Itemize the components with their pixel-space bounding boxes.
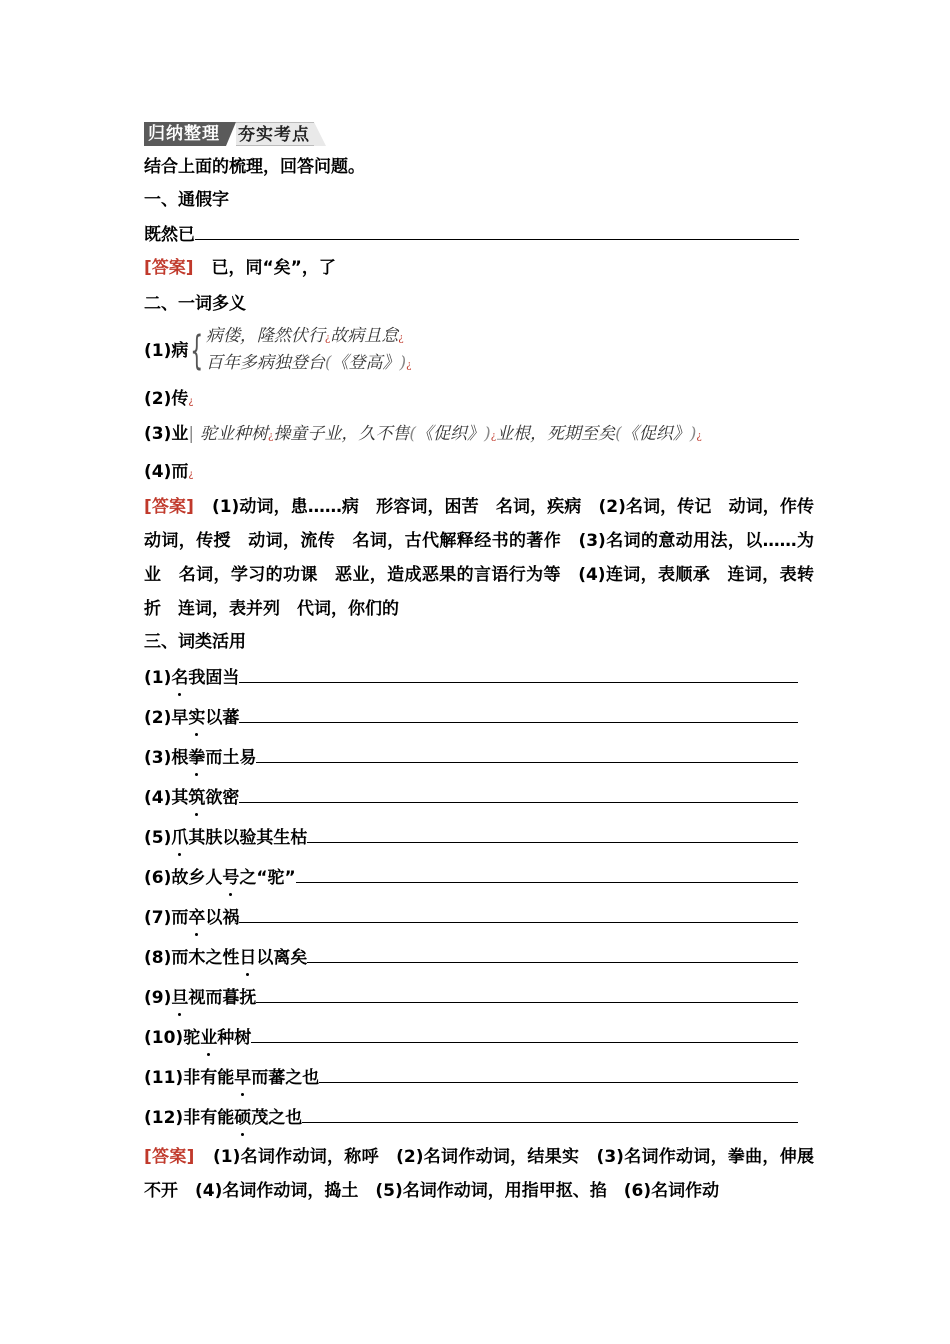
question-row bbox=[144, 864, 798, 890]
intro-text: 结合上面的梳理，回答问题。 bbox=[144, 157, 365, 177]
answer-tag: [答案] bbox=[144, 258, 194, 278]
answer-text: (1)动词，患……病 形容词，困苦 名词，疾病 (2)名词，传记 动词，作传 动词，传授 动词，流传 名词，古代解释经书的著作 (3)名词的意动用法，以……为业 名词，学习的功课 恶业，造成恶果的言语行为等 (4)连词，表顺承 连词，表转折 连词，表并列 代词，你们的 bbox=[144, 497, 832, 619]
question-suffix: 以离矣 bbox=[256, 948, 308, 968]
question-suffix: 我固当 bbox=[188, 668, 240, 688]
example-line: 病偻，隆然伏行¿故病且怠¿ bbox=[205, 326, 404, 346]
sec1-q1 bbox=[144, 221, 799, 247]
answer-blank[interactable] bbox=[296, 864, 798, 883]
sec2-q1-label: (1)病 bbox=[144, 341, 189, 361]
question-suffix: 种树 bbox=[217, 1028, 252, 1048]
question-prefix: (7)而 bbox=[144, 908, 189, 928]
answer-text: 已，同“矣”，了 bbox=[211, 258, 336, 278]
question-prefix: (10)驼 bbox=[144, 1028, 201, 1048]
dotted-character: 业 bbox=[200, 1028, 218, 1048]
question-prefix: (6)故乡人 bbox=[144, 868, 223, 888]
sec2-q2-label: (2)传 bbox=[144, 389, 189, 409]
sec1-q1-text: 既然已 bbox=[144, 225, 195, 245]
answer-blank[interactable] bbox=[239, 784, 798, 803]
question-prefix: (5) bbox=[144, 828, 172, 848]
question-row bbox=[144, 704, 798, 730]
dotted-character: 卒 bbox=[188, 908, 206, 928]
answer-tag: [答案] bbox=[144, 1147, 195, 1167]
question-prefix: (2)早 bbox=[144, 708, 189, 728]
answer-blank[interactable] bbox=[256, 984, 798, 1003]
question-suffix: 茂之也 bbox=[251, 1108, 303, 1128]
question-suffix: 而蕃之也 bbox=[251, 1068, 320, 1088]
question-row bbox=[144, 1064, 798, 1090]
answer-blank[interactable] bbox=[195, 221, 799, 240]
answer-blank[interactable] bbox=[239, 704, 798, 723]
question-prefix: (12)非有能 bbox=[144, 1108, 235, 1128]
question-row bbox=[144, 784, 798, 810]
dotted-character: 拳 bbox=[188, 748, 206, 768]
sec3-answer bbox=[144, 1140, 814, 1208]
missing-glyph: ¿ bbox=[188, 469, 194, 480]
question-suffix: 欲密 bbox=[205, 788, 240, 808]
dotted-character: 号 bbox=[222, 868, 240, 888]
question-prefix: (9) bbox=[144, 988, 172, 1008]
question-prefix: (4)其 bbox=[144, 788, 189, 808]
banner-divider bbox=[226, 122, 236, 146]
example-line: 百年多病独登台(《登高》)¿ bbox=[205, 353, 412, 373]
sec2-q1-examples bbox=[206, 324, 412, 378]
dotted-character: 日 bbox=[239, 948, 257, 968]
question-suffix: 之“驼” bbox=[239, 868, 296, 888]
answer-blank[interactable] bbox=[239, 664, 798, 683]
banner-right: 夯实考点 bbox=[236, 122, 314, 146]
sec2-answer bbox=[144, 490, 832, 626]
question-row bbox=[144, 1024, 798, 1050]
question-row bbox=[144, 664, 798, 690]
answer-blank[interactable] bbox=[307, 824, 798, 843]
answer-blank[interactable] bbox=[319, 1064, 798, 1083]
missing-glyph: ¿ bbox=[188, 396, 194, 407]
question-suffix: 视而暮抚 bbox=[188, 988, 257, 1008]
answer-blank[interactable] bbox=[251, 1024, 798, 1043]
question-suffix: 而土易 bbox=[205, 748, 257, 768]
sec2-q3-label: (3)业 bbox=[144, 424, 189, 444]
question-prefix: (1) bbox=[144, 668, 172, 688]
banner-tail bbox=[314, 122, 326, 146]
dotted-character: 名 bbox=[171, 668, 189, 688]
sec2-q2 bbox=[144, 387, 194, 414]
dotted-character: 实 bbox=[188, 708, 206, 728]
dotted-character: 硕 bbox=[234, 1108, 252, 1128]
answer-blank[interactable] bbox=[302, 1104, 798, 1123]
dotted-character: 爪 bbox=[171, 828, 189, 848]
question-row bbox=[144, 1104, 798, 1130]
answer-blank[interactable] bbox=[256, 744, 798, 763]
question-row bbox=[144, 744, 798, 770]
answer-blank[interactable] bbox=[239, 904, 798, 923]
sec2-q1 bbox=[144, 324, 411, 378]
sec2-q4 bbox=[144, 460, 194, 487]
question-suffix: 其肤以验其生枯 bbox=[188, 828, 308, 848]
question-prefix: (8)而木之性 bbox=[144, 948, 240, 968]
question-prefix: (3)根 bbox=[144, 748, 189, 768]
sec3-title: 三、词类活用 bbox=[144, 632, 246, 652]
section-banner bbox=[144, 122, 326, 146]
sec2-q4-label: (4)而 bbox=[144, 462, 189, 482]
question-row bbox=[144, 904, 798, 930]
dotted-character: 筑 bbox=[188, 788, 206, 808]
brace-icon: { bbox=[190, 328, 204, 374]
sec1-title: 一、通假字 bbox=[144, 190, 229, 210]
answer-text: (1)名词作动词，称呼 (2)名词作动词，结果实 (3)名词作动词，拳曲，伸展不开 (4)名词作动词，捣土 (5)名词作动词，用指甲抠、掐 (6)名词作动 bbox=[144, 1147, 814, 1201]
question-prefix: (11)非有能 bbox=[144, 1068, 235, 1088]
question-row bbox=[144, 824, 798, 850]
dotted-character: 旦 bbox=[171, 988, 189, 1008]
sec2-q3: (3)业| 驼业种树¿操童子业，久不售(《促织》)¿业根，死期至矣(《促织》)¿ bbox=[144, 424, 702, 444]
sec1-answer bbox=[144, 256, 336, 280]
banner-left: 归纳整理 bbox=[144, 122, 226, 146]
question-suffix: 以祸 bbox=[205, 908, 240, 928]
question-row bbox=[144, 944, 798, 970]
question-suffix: 以蕃 bbox=[205, 708, 240, 728]
dotted-character: 早 bbox=[234, 1068, 252, 1088]
answer-blank[interactable] bbox=[307, 944, 798, 963]
question-row bbox=[144, 984, 798, 1010]
example-line: 驼业种树¿操童子业，久不售(《促织》)¿业根，死期至矣(《促织》)¿ bbox=[200, 424, 702, 444]
answer-tag: [答案] bbox=[144, 497, 194, 517]
sec2-title: 二、一词多义 bbox=[144, 294, 246, 314]
